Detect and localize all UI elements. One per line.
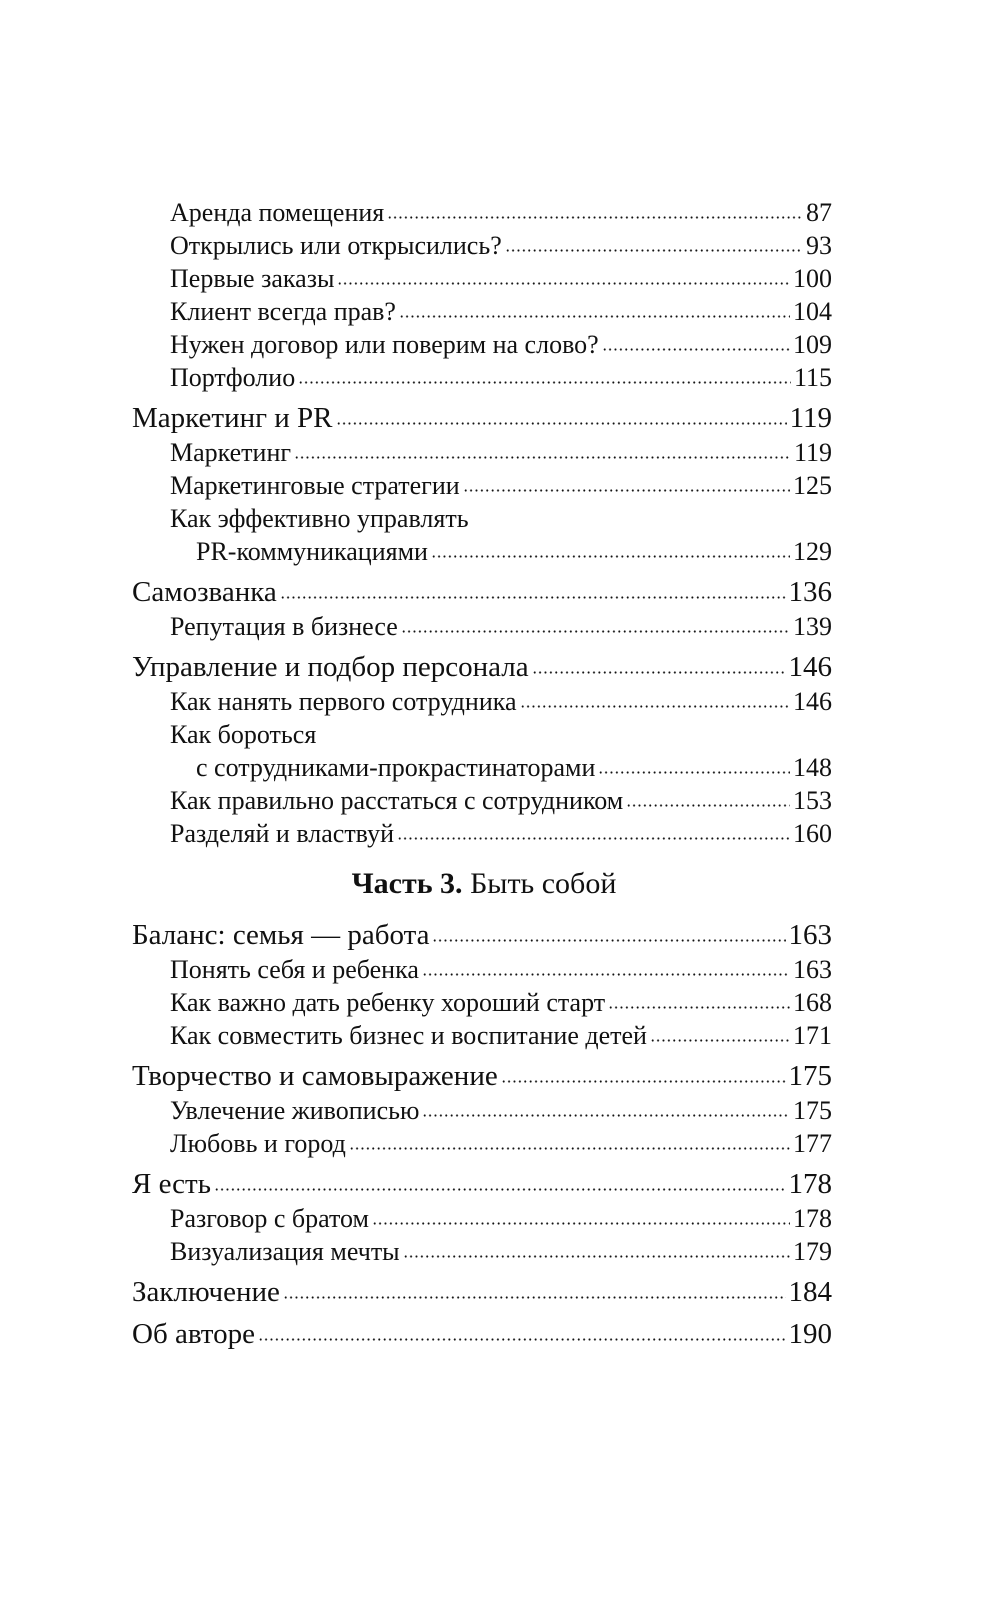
dot-leader: [399, 313, 790, 320]
toc-entry-first-line[interactable]: Как бороться: [170, 720, 317, 749]
toc-entry-title: Как правильно расстаться с сотрудником: [170, 786, 624, 815]
dot-leader: [401, 628, 790, 635]
toc-entry[interactable]: [132, 685, 832, 718]
dot-leader: [422, 971, 790, 978]
toc-entry-page: 168: [793, 988, 832, 1017]
toc-entry-page: 129: [793, 537, 832, 566]
toc-entry[interactable]: [132, 784, 832, 817]
dot-leader: [397, 835, 790, 842]
dot-leader: [349, 1145, 790, 1152]
dot-leader: [602, 346, 790, 353]
part-title: Быть собой: [470, 867, 617, 900]
toc-entry-title: Открылись или открысились?: [170, 231, 502, 260]
toc-entry[interactable]: [132, 817, 832, 850]
dot-leader: [280, 594, 786, 601]
part-label: Часть 3.: [351, 867, 463, 900]
toc-entry-page: 179: [793, 1237, 832, 1266]
toc-entry-title: Как нанять первого сотрудника: [170, 687, 517, 716]
toc-entry-title: Портфолио: [170, 363, 296, 392]
dot-leader: [501, 1078, 786, 1085]
dot-leader: [432, 937, 785, 944]
toc-entry[interactable]: [132, 229, 832, 262]
toc-chapter[interactable]: [132, 1058, 832, 1094]
toc-entry-page: 175: [793, 1096, 832, 1125]
dot-leader: [214, 1186, 786, 1193]
toc-chapter-page: 190: [788, 1318, 832, 1350]
toc-chapter[interactable]: [132, 917, 832, 953]
dot-leader: [337, 280, 790, 287]
dot-leader: [336, 420, 787, 427]
toc-entry-page: 171: [793, 1021, 832, 1050]
toc-entry-title: PR-коммуникациями: [196, 537, 428, 566]
dot-leader: [650, 1037, 790, 1044]
dot-leader: [387, 214, 803, 221]
toc-chapter-page: 163: [788, 919, 832, 951]
toc-entry[interactable]: [132, 953, 832, 986]
toc-entry-page: 163: [793, 955, 832, 984]
toc-chapter[interactable]: [132, 1316, 832, 1352]
toc-chapter[interactable]: [132, 649, 832, 685]
toc-entry[interactable]: [132, 328, 832, 361]
dot-leader: [520, 703, 790, 710]
toc-entry[interactable]: [132, 751, 832, 784]
toc-entry[interactable]: [132, 1094, 832, 1127]
toc-entry-page: 109: [793, 330, 832, 359]
toc-entry[interactable]: [132, 361, 832, 394]
toc-entry-title: с сотрудниками-прокрастинаторами: [196, 753, 596, 782]
toc-entry-page: 148: [793, 753, 832, 782]
toc-entry-page: 87: [806, 198, 832, 227]
toc-entry-title: Разделяй и властвуй: [170, 819, 394, 848]
toc-entry-first-line[interactable]: Как эффективно управлять: [170, 504, 469, 533]
toc-chapter-page: 136: [788, 576, 832, 608]
toc-chapter-title: Маркетинг и PR: [132, 402, 333, 434]
dot-leader: [598, 769, 790, 776]
dot-leader: [505, 247, 803, 254]
toc-entry[interactable]: [132, 1202, 832, 1235]
toc-entry-page: 139: [793, 612, 832, 641]
toc-entry[interactable]: [132, 610, 832, 643]
toc-entry-title: Как важно дать ребенку хороший старт: [170, 988, 606, 1017]
toc-entry-title: Репутация в бизнесе: [170, 612, 398, 641]
toc-chapter-title: Творчество и самовыражение: [132, 1060, 498, 1092]
toc-entry-page: 177: [793, 1129, 832, 1158]
toc-entry-page: 115: [793, 363, 832, 392]
toc-entry-title: Клиент всегда прав?: [170, 297, 396, 326]
toc-entry-title: Понять себя и ребенка: [170, 955, 419, 984]
toc-chapter-page: 178: [788, 1168, 832, 1200]
toc-entry-title: Визуализация мечты: [170, 1237, 400, 1266]
toc-chapter-page: 184: [788, 1276, 832, 1308]
dot-leader: [463, 487, 790, 494]
toc-entry[interactable]: [132, 535, 832, 568]
toc-chapter-page: 175: [788, 1060, 832, 1092]
toc-entry-page: 178: [793, 1204, 832, 1233]
dot-leader: [283, 1294, 786, 1301]
dot-leader: [626, 802, 790, 809]
toc-entry[interactable]: [132, 196, 832, 229]
toc-chapter[interactable]: [132, 1274, 832, 1310]
dot-leader: [422, 1112, 790, 1119]
dot-leader: [532, 669, 786, 676]
dot-leader: [298, 379, 791, 386]
toc-entry[interactable]: [132, 469, 832, 502]
toc-entry[interactable]: [132, 262, 832, 295]
toc-entry[interactable]: [132, 1235, 832, 1268]
toc-entry-title: Аренда помещения: [170, 198, 385, 227]
toc-chapter-title: Управление и подбор персонала: [132, 651, 529, 683]
toc-entry-page: 125: [793, 471, 832, 500]
toc-chapter-title: Я есть: [132, 1168, 211, 1200]
toc-chapter-title: Баланс: семья — работа: [132, 919, 430, 951]
dot-leader: [258, 1336, 786, 1343]
toc-chapter-title: Об авторе: [132, 1318, 255, 1350]
toc-entry-title: Первые заказы: [170, 264, 335, 293]
table-of-contents: [132, 196, 832, 1352]
toc-entry-page: 153: [793, 786, 832, 815]
toc-entry-page: 119: [793, 438, 832, 467]
dot-leader: [372, 1220, 790, 1227]
toc-entry-page: 146: [793, 687, 832, 716]
toc-entry-title: Нужен договор или поверим на слово?: [170, 330, 599, 359]
toc-entry[interactable]: [132, 1127, 832, 1160]
toc-entry-page: 104: [793, 297, 832, 326]
toc-entry-title: Маркетинг: [170, 438, 292, 467]
toc-entry[interactable]: [132, 295, 832, 328]
toc-chapter-page: 119: [789, 402, 832, 434]
toc-entry-title: Увлечение живописью: [170, 1096, 420, 1125]
part-heading: [132, 862, 832, 906]
toc-chapter-title: Самозванка: [132, 576, 277, 608]
dot-leader: [608, 1004, 790, 1011]
toc-entry-title: Как совместить бизнес и воспитание детей: [170, 1021, 647, 1050]
toc-entry-title: Маркетинговые стратегии: [170, 471, 460, 500]
toc-entry-title: Любовь и город: [170, 1129, 346, 1158]
dot-leader: [403, 1253, 790, 1260]
toc-entry-page: 160: [793, 819, 832, 848]
toc-entry[interactable]: [132, 436, 832, 469]
toc-entry[interactable]: [132, 986, 832, 1019]
toc-entry-page: 100: [793, 264, 832, 293]
toc-chapter-title: Заключение: [132, 1276, 280, 1308]
dot-leader: [294, 454, 791, 461]
toc-chapter[interactable]: [132, 1166, 832, 1202]
toc-entry-page: 93: [806, 231, 832, 260]
toc-entry[interactable]: [132, 1019, 832, 1052]
dot-leader: [431, 553, 790, 560]
toc-chapter[interactable]: [132, 400, 832, 436]
toc-chapter-page: 146: [788, 651, 832, 683]
toc-entry-title: Разговор с братом: [170, 1204, 369, 1233]
toc-chapter[interactable]: [132, 574, 832, 610]
